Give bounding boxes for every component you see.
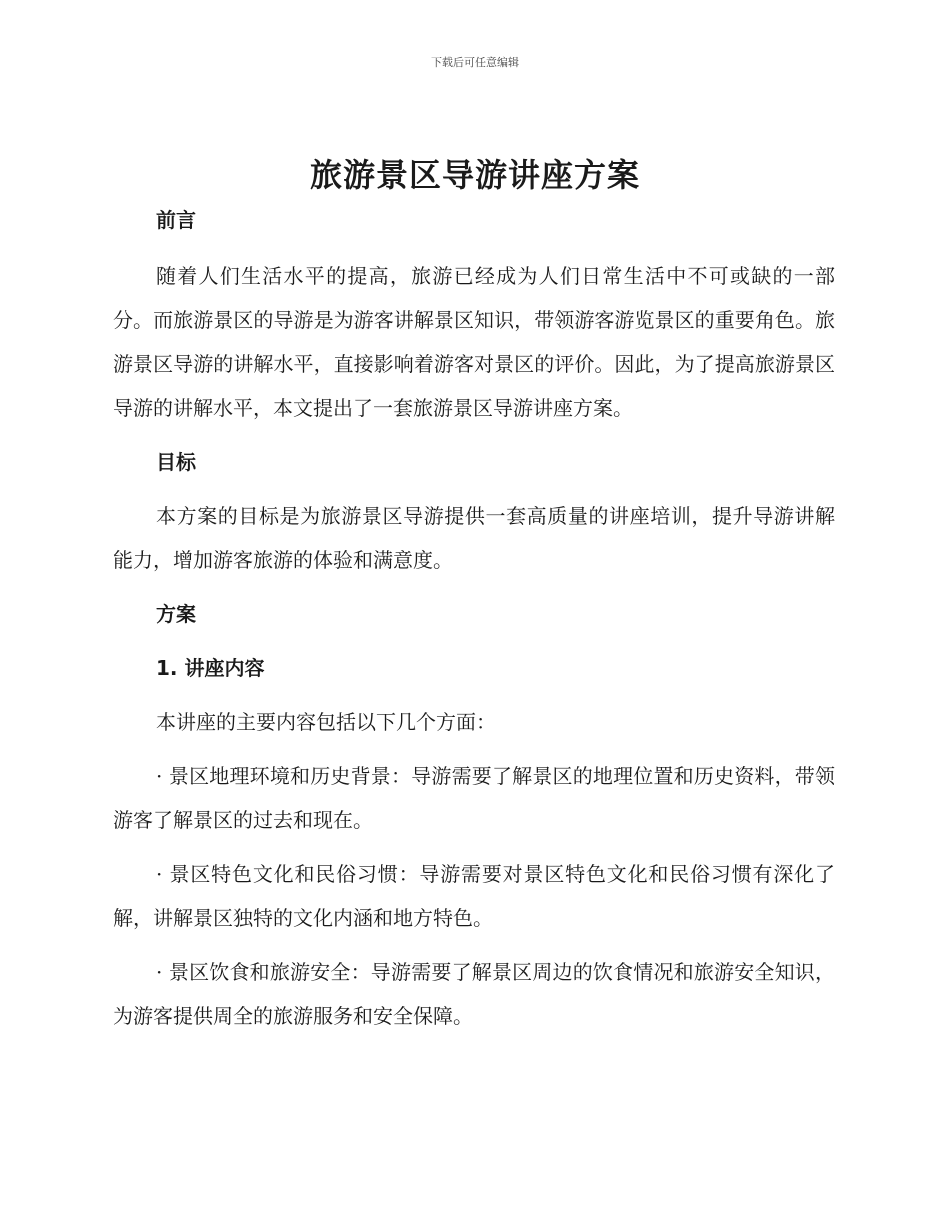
document-body bbox=[113, 198, 835, 1038]
bullet-item-geography-history: · 景区地理环境和历史背景：导游需要了解景区的地理位置和历史资料，带领游客了解景区的过去和现在。 bbox=[113, 764, 835, 832]
page-header-note: 下载后可任意编辑 bbox=[431, 56, 519, 69]
subsection-heading-lecture-content: 1. 讲座内容 bbox=[156, 656, 265, 680]
section-heading-plan: 方案 bbox=[156, 602, 196, 626]
bullet-item-culture-customs: · 景区特色文化和民俗习惯：导游需要对景区特色文化和民俗习惯有深化了解，讲解景区独特的文化内涵和地方特色。 bbox=[113, 862, 835, 930]
bullet-item-food-safety: · 景区饮食和旅游安全：导游需要了解景区周边的饮食情况和旅游安全知识，为游客提供周全的旅游服务和安全保障。 bbox=[113, 960, 835, 1028]
goal-paragraph: 本方案的目标是为旅游景区导游提供一套高质量的讲座培训，提升导游讲解能力，增加游客旅游的体验和满意度。 bbox=[113, 504, 835, 572]
section-heading-goal: 目标 bbox=[156, 450, 196, 474]
plan-intro-paragraph: 本讲座的主要内容包括以下几个方面： bbox=[156, 710, 496, 734]
preface-paragraph: 随着人们生活水平的提高，旅游已经成为人们日常生活中不可或缺的一部分。而旅游景区的导游是为游客讲解景区知识，带领游客游览景区的重要角色。旅游景区导游的讲解水平，直接影响着游客对景区的评价。因此，为了提高旅游景区导游的讲解水平，本文提出了一套旅游景区导游讲座方案。 bbox=[113, 264, 835, 420]
section-heading-preface: 前言 bbox=[156, 208, 196, 232]
document-title: 旅游景区导游讲座方案 bbox=[309, 156, 640, 194]
